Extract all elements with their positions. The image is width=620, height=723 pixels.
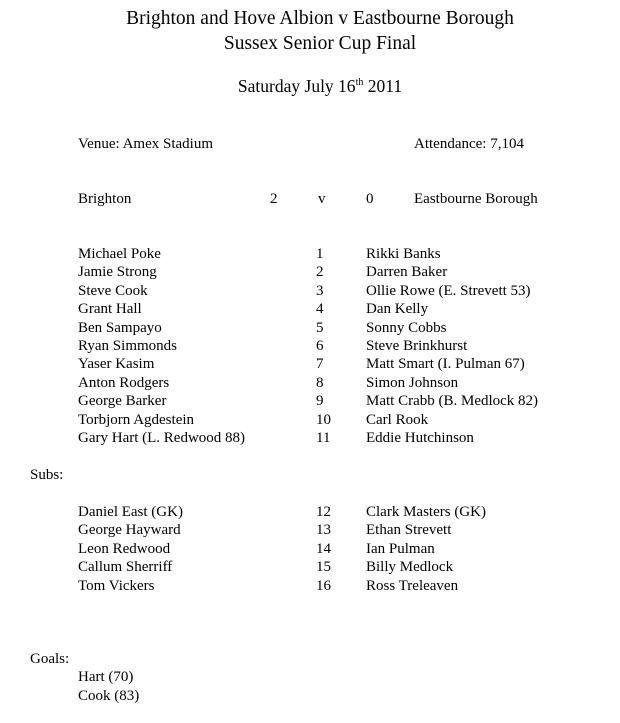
away-sub: Clark Masters (GK): [366, 504, 486, 520]
away-sub: Billy Medlock: [366, 559, 454, 576]
home-player: Anton Rodgers: [78, 374, 170, 391]
versus-separator: v: [318, 191, 326, 207]
goal-entry: Cook (83): [78, 688, 140, 704]
match-date-year: 2011: [363, 76, 403, 96]
away-sub: Ethan Strevett: [366, 522, 452, 539]
shirt-number: 1: [316, 246, 324, 262]
report-subtitle: Sussex Senior Cup Final: [223, 33, 417, 54]
attendance-text: Attendance: 7,104: [414, 136, 524, 152]
away-sub: Ross Treleaven: [366, 577, 459, 594]
shirt-number: 4: [316, 301, 324, 318]
home-sub: Callum Sherriff: [78, 559, 173, 576]
away-player: Simon Johnson: [366, 374, 459, 391]
home-score: 2: [270, 191, 278, 207]
away-player: Matt Smart (I. Pulman 67): [366, 356, 525, 373]
sub-number: 15: [316, 559, 331, 576]
away-player: Eddie Hutchinson: [366, 430, 474, 446]
away-player: Dan Kelly: [366, 301, 429, 318]
home-player: Grant Hall: [78, 301, 142, 318]
subs-label: Subs:: [30, 467, 64, 483]
match-date-text: Saturday July 16: [237, 76, 356, 96]
shirt-number: 9: [316, 393, 324, 410]
home-player: Ryan Simmonds: [78, 338, 177, 354]
sub-number: 16: [316, 577, 331, 594]
away-player: Sonny Cobbs: [366, 319, 447, 336]
shirt-number: 11: [316, 430, 331, 446]
sub-number: 12: [316, 504, 331, 520]
home-player: Ben Sampayo: [78, 319, 162, 336]
away-player: Rikki Banks: [366, 246, 441, 262]
shirt-number: 6: [316, 338, 324, 354]
away-player: Darren Baker: [366, 264, 448, 281]
venue-text: Venue: Amex Stadium: [78, 136, 213, 152]
shirt-number: 2: [316, 264, 324, 281]
away-player: Ollie Rowe (E. Strevett 53): [366, 282, 531, 299]
goal-entry: Hart (70): [78, 669, 134, 685]
away-player: Matt Crabb (B. Medlock 82): [366, 393, 539, 410]
home-sub: Daniel East (GK): [78, 504, 183, 520]
match-date-ordinal: th: [355, 77, 364, 88]
away-player: Steve Brinkhurst: [366, 338, 468, 354]
sub-number: 14: [316, 540, 331, 557]
match-date: [0, 76, 620, 97]
home-team-name: Brighton: [78, 191, 132, 207]
shirt-number: 5: [316, 319, 324, 336]
away-player: Carl Rook: [366, 411, 429, 428]
goals-label: Goals:: [30, 651, 70, 667]
home-player: Michael Poke: [78, 246, 161, 262]
home-player: George Barker: [78, 393, 167, 410]
home-player: Steve Cook: [78, 282, 148, 299]
shirt-number: 3: [316, 282, 324, 299]
sub-number: 13: [316, 522, 331, 539]
away-team-name: Eastbourne Borough: [414, 191, 538, 207]
home-sub: Leon Redwood: [78, 540, 171, 557]
home-player: Gary Hart (L. Redwood 88): [78, 430, 246, 446]
report-title: Brighton and Hove Albion v Eastbourne Borough: [126, 8, 514, 29]
home-player: Jamie Strong: [78, 264, 157, 281]
shirt-number: 7: [316, 356, 324, 373]
home-sub: George Hayward: [78, 522, 181, 539]
home-player: Torbjorn Agdestein: [78, 411, 195, 428]
away-score: 0: [366, 191, 374, 207]
away-sub: Ian Pulman: [366, 540, 435, 557]
shirt-number: 10: [316, 411, 331, 428]
home-player: Yaser Kasim: [78, 356, 155, 373]
home-sub: Tom Vickers: [78, 577, 155, 594]
shirt-number: 8: [316, 374, 324, 391]
